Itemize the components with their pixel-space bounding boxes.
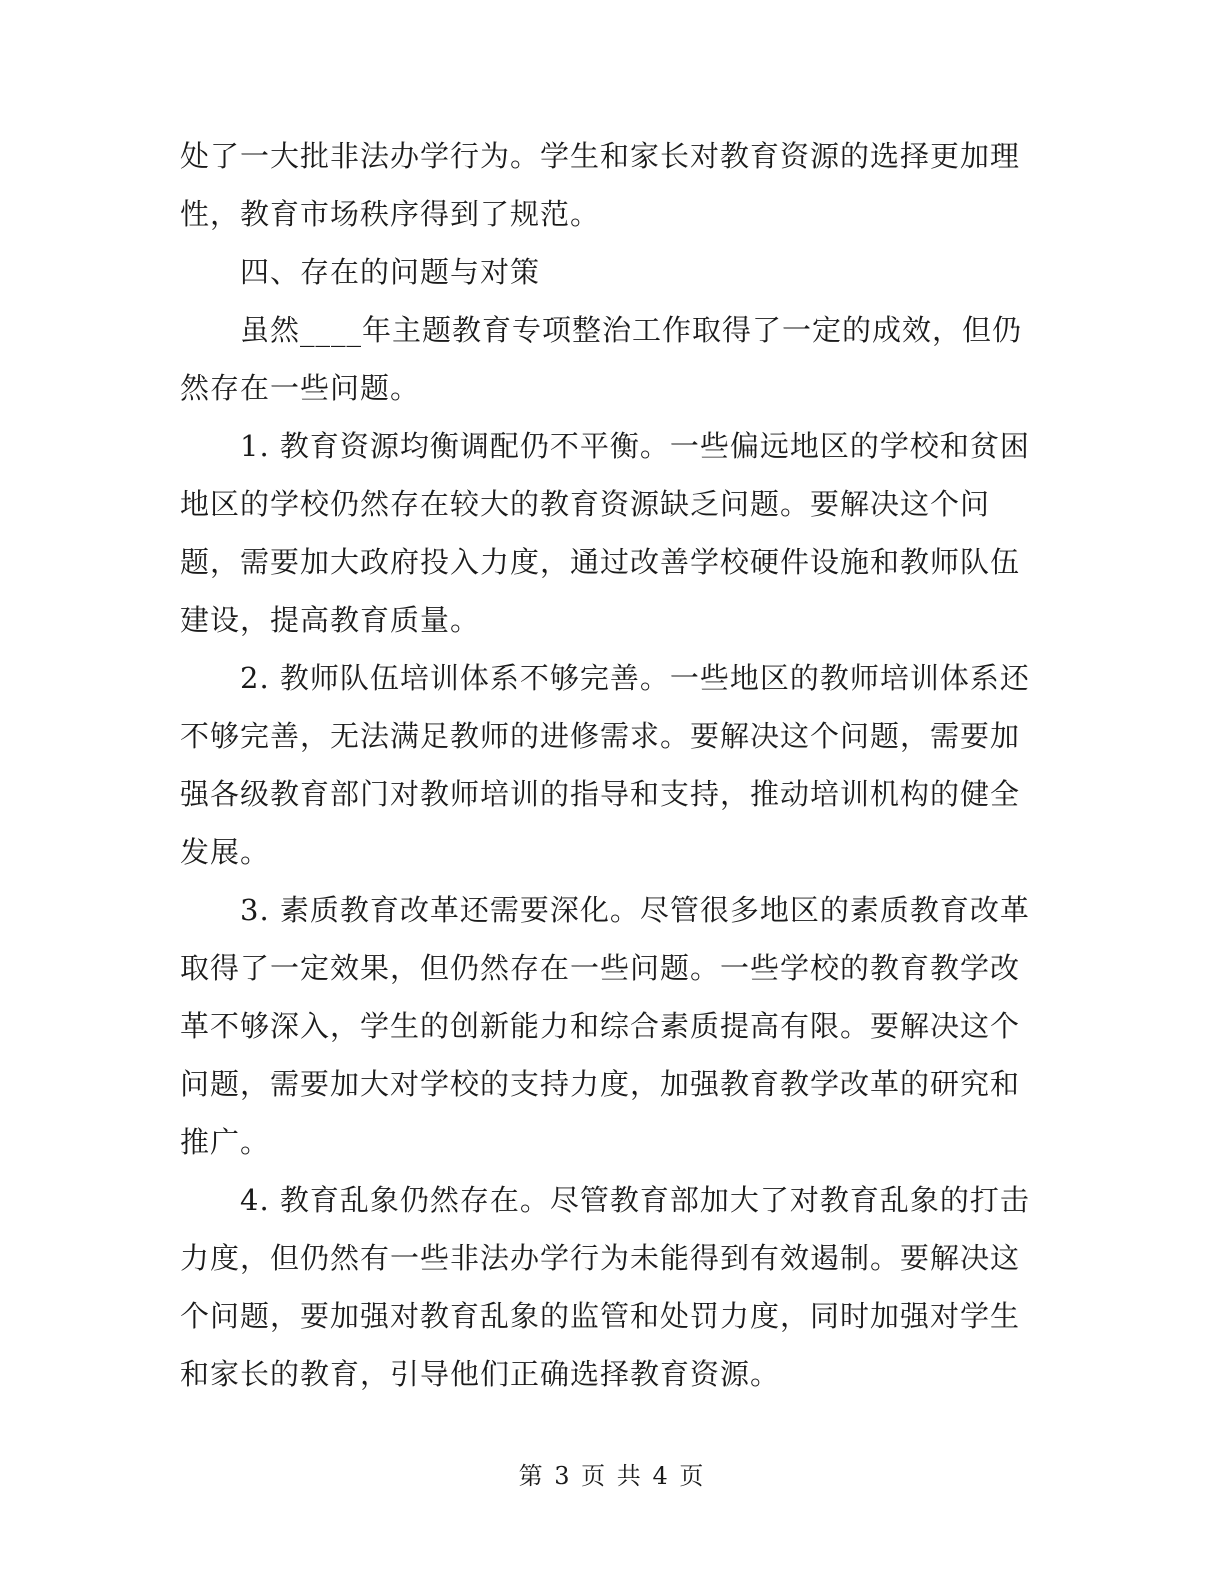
- text-line: 和家长的教育，引导他们正确选择教育资源。: [180, 1357, 781, 1391]
- list-item-1: 1. 教育资源均衡调配仍不平衡。一些偏远地区的学校和贫困: [240, 429, 1030, 463]
- text-line: 性，教育市场秩序得到了规范。: [180, 197, 601, 231]
- list-item-4: 4. 教育乱象仍然存在。尽管教育部加大了对教育乱象的打击: [240, 1183, 1030, 1217]
- text-line: 取得了一定效果，但仍然存在一些问题。一些学校的教育教学改: [180, 951, 1021, 985]
- text-line: 革不够深入，学生的创新能力和综合素质提高有限。要解决这个: [180, 1009, 1021, 1043]
- section-heading: 四、存在的问题与对策: [240, 255, 541, 289]
- text-line: 个问题，要加强对教育乱象的监管和处罚力度，同时加强对学生: [180, 1299, 1021, 1333]
- text-line: 推广。: [180, 1125, 271, 1159]
- text-line: 虽然____年主题教育专项整治工作取得了一定的成效，但仍: [240, 313, 1023, 347]
- page-number-footer: 第 3 页 共 4 页: [518, 1462, 706, 1490]
- list-item-3: 3. 素质教育改革还需要深化。尽管很多地区的素质教育改革: [240, 893, 1030, 927]
- text-line: 问题，需要加大对学校的支持力度，加强教育教学改革的研究和: [180, 1067, 1021, 1101]
- text-line: 力度，但仍然有一些非法办学行为未能得到有效遏制。要解决这: [180, 1241, 1021, 1275]
- text-line: 建设，提高教育质量。: [180, 603, 481, 637]
- text-line: 然存在一些问题。: [180, 371, 421, 405]
- text-line: 地区的学校仍然存在较大的教育资源缺乏问题。要解决这个问: [180, 487, 991, 521]
- text-line: 处了一大批非法办学行为。学生和家长对教育资源的选择更加理: [180, 139, 1021, 173]
- document-body: [180, 127, 1030, 1403]
- text-line: 不够完善，无法满足教师的进修需求。要解决这个问题，需要加: [180, 719, 1021, 753]
- list-item-2: 2. 教师队伍培训体系不够完善。一些地区的教师培训体系还: [240, 661, 1030, 695]
- text-line: 发展。: [180, 835, 271, 869]
- text-line: 题，需要加大政府投入力度，通过改善学校硬件设施和教师队伍: [180, 545, 1021, 579]
- text-line: 强各级教育部门对教师培训的指导和支持，推动培训机构的健全: [180, 777, 1021, 811]
